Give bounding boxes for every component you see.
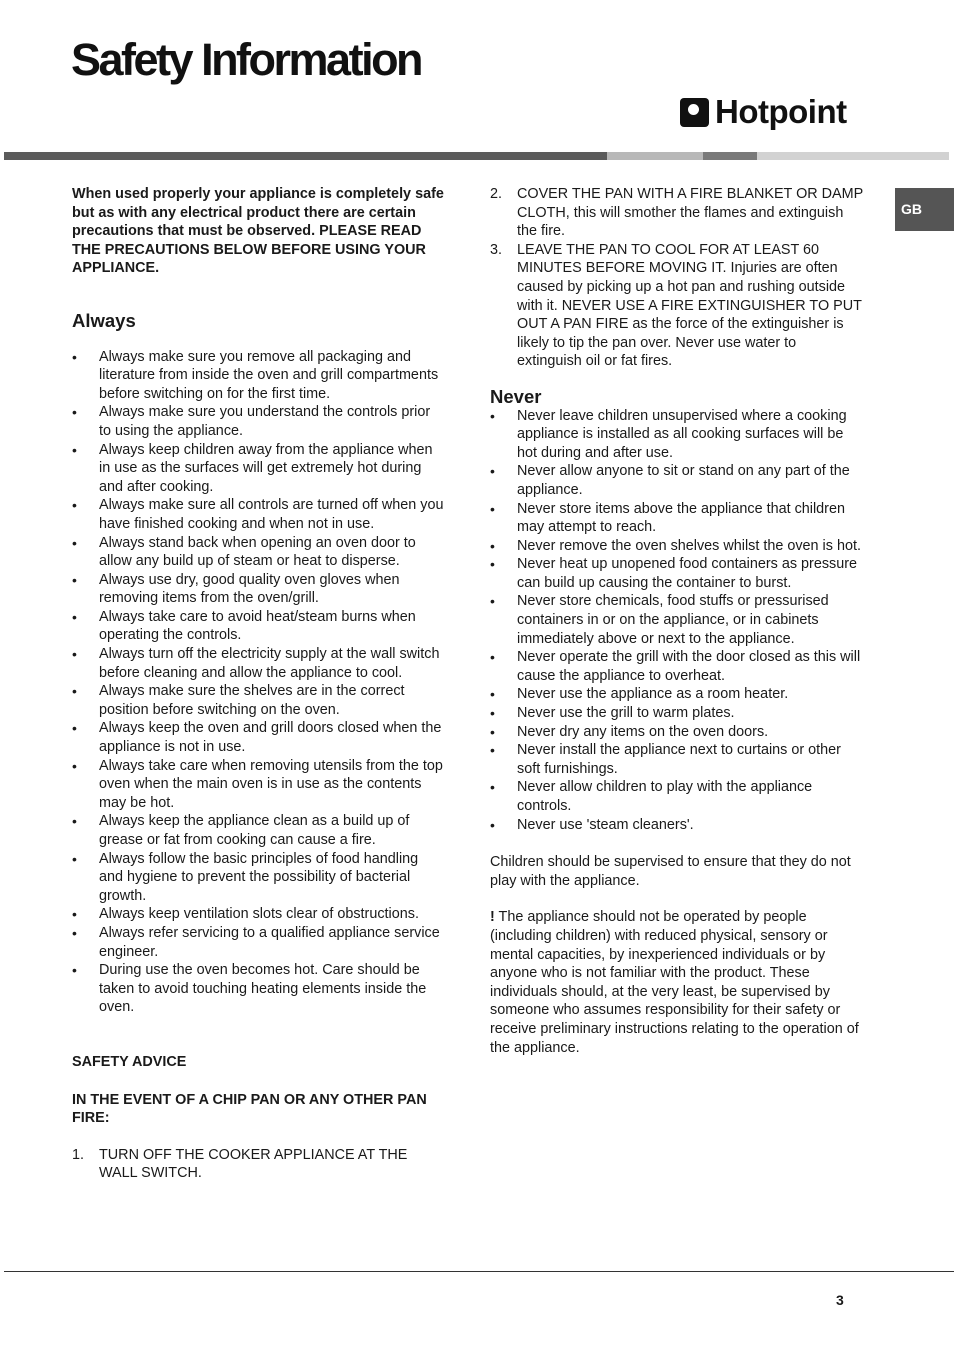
list-item: • Always take care when removing utensils from the top oven when the main oven is in use as the contents may be hot. [72, 757, 444, 813]
intro-text: When used properly your appliance is completely safe but as with any electrical product there are certain precautions that must be observed. PLEASE READ THE PRECAUTIONS BELOW BEFORE USING YOUR APPLIANCE. [72, 186, 444, 277]
list-item: • Never operate the grill with the door closed as this will cause the appliance to overheat. [490, 648, 864, 685]
list-item [490, 241, 864, 371]
left-column [72, 185, 444, 1183]
step-number: 3. [490, 241, 503, 258]
list-item [490, 185, 864, 241]
brand-logo [680, 92, 847, 132]
list-item: • Always make sure the shelves are in the correct position before switching on the oven. [72, 682, 444, 719]
warning-icon: ! [490, 909, 495, 926]
list-item: • Never use the appliance as a room heater. [490, 685, 864, 704]
list-item: • Always use dry, good quality oven gloves when removing items from the oven/grill. [72, 571, 444, 608]
step-text: COVER THE PAN WITH A FIRE BLANKET OR DAMP CLOTH, this will smother the flames and extinguish the fire. [517, 186, 863, 240]
header-band-segment [703, 152, 757, 160]
never-list [490, 407, 864, 835]
pan-fire-steps-right [490, 185, 864, 371]
list-item: • Always keep the appliance clean as a build up of grease or fat from cooking can cause a fire. [72, 812, 444, 849]
list-item: • Never store chemicals, food stuffs or pressurised containers in or on the appliance, or in cabinets immediately above or next to the appliance. [490, 592, 864, 648]
list-item: • Never allow children to play with the appliance controls. [490, 778, 864, 815]
header-band-segment [757, 152, 949, 160]
page-title: Safety Information [71, 34, 422, 85]
step-number: 2. [490, 186, 503, 202]
warning-text: The appliance should not be operated by people (including children) with reduced physical, sensory or mental capacities, by inexperienced individuals or by anyone who is not familiar with the product. These individuals should, at the very least, be supervised by someone who assumes responsibility for their safety or receive preliminary instructions relating to the operation of the appliance. [490, 909, 859, 1056]
pan-fire-steps-left [72, 1146, 444, 1183]
list-item: • Never remove the oven shelves whilst the oven is hot. [490, 537, 864, 556]
always-list [72, 348, 444, 1017]
safety-advice-heading: SAFETY ADVICE [72, 1053, 187, 1070]
header-band-segment [607, 152, 703, 160]
list-item: • Never store items above the appliance that children may attempt to reach. [490, 500, 864, 537]
list-item: • During use the oven becomes hot. Care should be taken to avoid touching heating elements inside the oven. [72, 961, 444, 1017]
list-item: • Always keep children away from the appliance when in use as the surfaces will get extremely hot during and after cooking. [72, 441, 444, 497]
step-text: LEAVE THE PAN TO COOL FOR AT LEAST 60 MINUTES BEFORE MOVING IT. Injuries are often caused by picking up a hot pan and rushing outside with it. NEVER USE A FIRE EXTINGUISHER TO PUT OUT A PAN FIRE as the force of the extinguisher is likely to tip the pan over. Never use water to extinguish oil or fat fires. [517, 241, 862, 370]
list-item: • Never dry any items on the oven doors. [490, 723, 864, 742]
list-item [72, 1146, 444, 1183]
list-item: • Never allow anyone to sit or stand on any part of the appliance. [490, 462, 864, 499]
list-item: • Always stand back when opening an oven door to allow any build up of steam or heat to disperse. [72, 534, 444, 571]
list-item: • Never use the grill to warm plates. [490, 704, 864, 723]
list-item: • Always keep ventilation slots clear of obstructions. [72, 905, 444, 924]
brand-name: Hotpoint [715, 93, 847, 130]
step-number: 1. [72, 1146, 85, 1163]
list-item: • Always keep the oven and grill doors closed when the appliance is not in use. [72, 719, 444, 756]
step-text: TURN OFF THE COOKER APPLIANCE AT THE WALL SWITCH. [99, 1146, 408, 1182]
list-item: • Never use 'steam cleaners'. [490, 816, 864, 835]
list-item: • Always make sure you understand the controls prior to using the appliance. [72, 403, 444, 440]
list-item: • Always take care to avoid heat/steam burns when operating the controls. [72, 608, 444, 645]
list-item: • Always make sure all controls are turned off when you have finished cooking and when not in use. [72, 496, 444, 533]
list-item: • Always make sure you remove all packaging and literature from inside the oven and grill compartments before switching on for the first time. [72, 348, 444, 404]
children-note: Children should be supervised to ensure that they do not play with the appliance. [490, 854, 851, 889]
always-heading: Always [72, 309, 136, 331]
header-band-segment [4, 152, 607, 160]
warning-paragraph [490, 908, 864, 1057]
list-item: • Always follow the basic principles of food handling and hygiene to prevent the possibility of bacterial growth. [72, 850, 444, 906]
hotpoint-logo-icon [680, 98, 709, 127]
pan-fire-heading: IN THE EVENT OF A CHIP PAN OR ANY OTHER PAN FIRE: [72, 1091, 427, 1127]
page-number: 3 [836, 1292, 844, 1308]
list-item: • Always turn off the electricity supply at the wall switch before cleaning and allow the appliance to cool. [72, 645, 444, 682]
list-item: • Never heat up unopened food containers as pressure can build up causing the container to burst. [490, 555, 864, 592]
list-item: • Never install the appliance next to curtains or other soft furnishings. [490, 741, 864, 778]
never-heading: Never [490, 385, 542, 407]
footer-divider [4, 1271, 954, 1272]
list-item: • Never leave children unsupervised where a cooking appliance is installed as all cooking surfaces will be hot during and after use. [490, 407, 864, 463]
list-item: • Always refer servicing to a qualified appliance service engineer. [72, 924, 444, 961]
right-column [490, 185, 864, 1057]
language-tab: GB [895, 188, 954, 231]
